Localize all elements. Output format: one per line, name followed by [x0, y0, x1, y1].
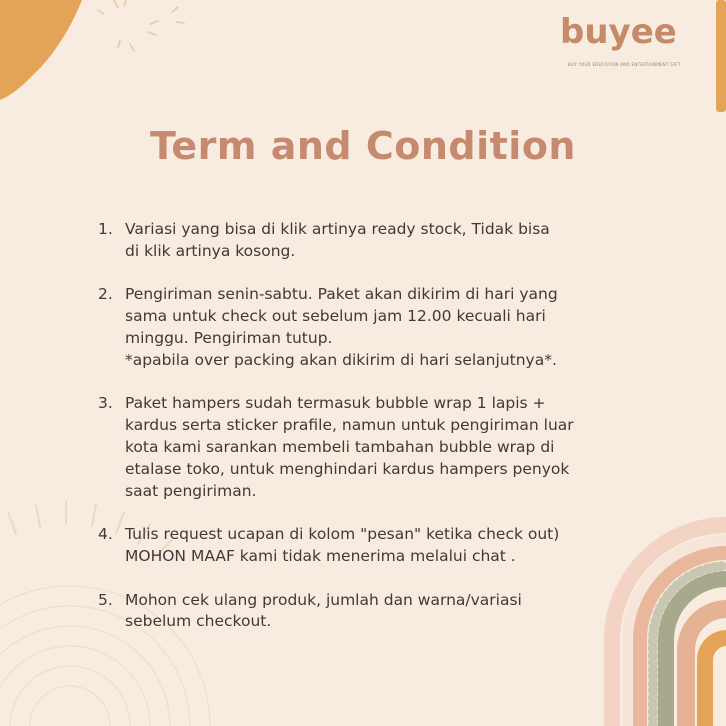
term-text-line: di klik artinya kosong. — [125, 241, 296, 260]
page-title: Term and Condition — [150, 124, 576, 168]
term-text-line: saat pengiriman. — [125, 481, 257, 500]
bottom-right-rainbow — [612, 525, 726, 726]
terms-list — [98, 219, 618, 655]
term-item — [98, 393, 618, 502]
term-text-line: Paket hampers sudah termasuk bubble wrap 1 lapis + — [125, 394, 546, 413]
term-number: 2. — [98, 285, 113, 304]
term-item — [98, 524, 618, 568]
term-text-line: kardus serta sticker prafile, namun untuk pengiriman luar — [125, 416, 574, 435]
term-number: 4. — [98, 525, 113, 544]
term-text-line: MOHON MAAF kami tidak menerima melalui chat . — [125, 546, 516, 565]
term-text-line: sebelum checkout. — [125, 612, 272, 631]
logo-tagline: BUY YOUR EDUCATION AND ENTERTAINMENT GIFT — [568, 62, 681, 67]
term-text-line: *apabila over packing akan dikirim di hari selanjutnya*. — [125, 350, 557, 369]
term-text-line: Mohon cek ulang produk, jumlah dan warna/variasi — [125, 590, 522, 609]
term-text-line: sama untuk check out sebelum jam 12.00 kecuali hari — [125, 307, 546, 326]
logo-wordmark: buyee — [560, 12, 677, 52]
term-item — [98, 590, 618, 634]
term-number: 5. — [98, 590, 113, 609]
right-edge-strip — [716, 0, 726, 112]
brand-logo — [560, 12, 690, 74]
term-text-line: minggu. Pengiriman tutup. — [125, 328, 333, 347]
top-left-blob — [0, 0, 82, 100]
term-item — [98, 284, 618, 371]
term-text-line: Tulis request ucapan di kolom "pesan" ketika check out) — [125, 525, 560, 544]
term-number: 3. — [98, 394, 113, 413]
term-text-line: Variasi yang bisa di klik artinya ready stock, Tidak bisa — [125, 220, 550, 238]
sparkle-dots — [98, 0, 184, 51]
term-item — [98, 219, 618, 263]
term-text-line: Pengiriman senin-sabtu. Paket akan dikirim di hari yang — [125, 285, 558, 304]
term-text-line: etalase toko, untuk menghindari kardus hampers penyok — [125, 459, 570, 478]
term-text-line: kota kami sarankan membeli tambahan bubble wrap di — [125, 437, 555, 456]
term-number: 1. — [98, 220, 113, 238]
